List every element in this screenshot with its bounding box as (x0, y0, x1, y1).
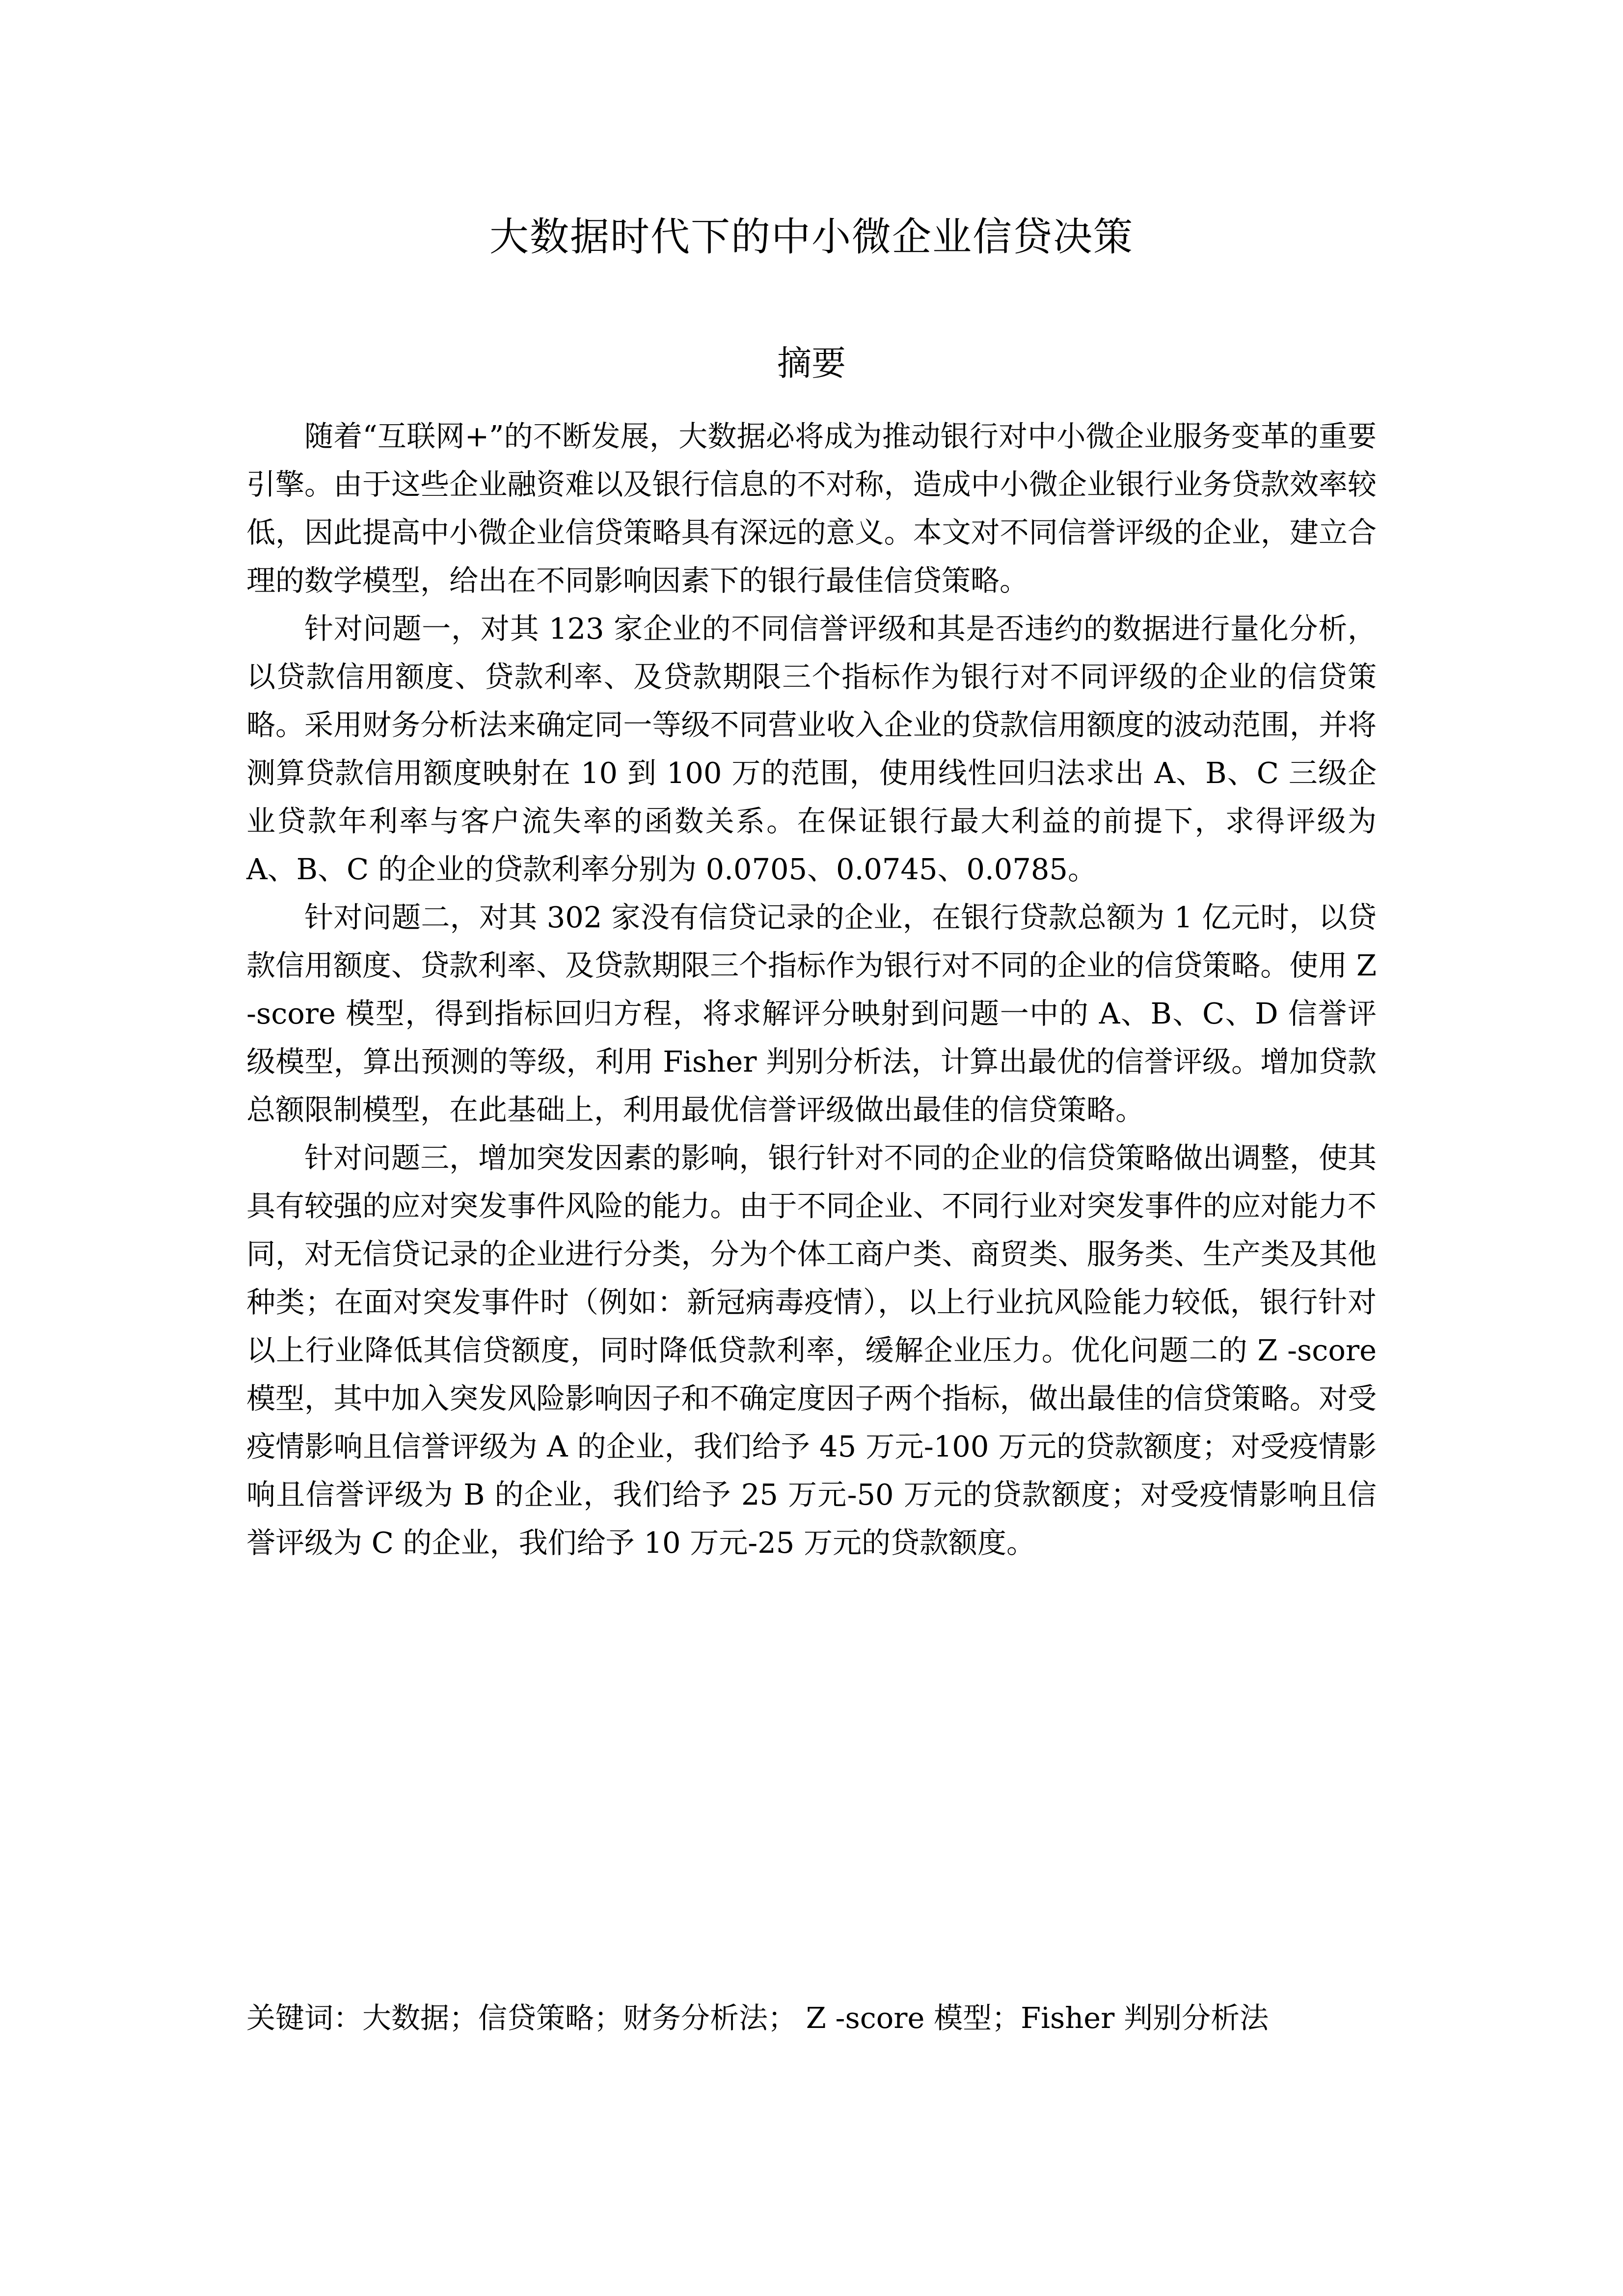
abstract-heading: 摘要 (777, 343, 846, 383)
keywords-text: 大数据；信贷策略；财务分析法； Z -score 模型；Fisher 判别分析法 (362, 2001, 1269, 2035)
paper-title: 大数据时代下的中小微企业信贷决策 (489, 214, 1134, 260)
abstract-paragraph-intro: 随着“互联网+”的不断发展，大数据必将成为推动银行对中小微企业服务变革的重要引擎。由于这些企业融资难以及银行信息的不对称，造成中小微企业银行业务贷款效率较低，因此提高中小微企业信贷策略具有深远的意义。本文对不同信誉评级的企业，建立合理的数学模型，给出在不同影响因素下的银行最佳信贷策略。 (246, 419, 1377, 597)
abstract-paragraph-problem-3: 针对问题三，增加突发因素的影响，银行针对不同的企业的信贷策略做出调整，使其具有较强的应对突发事件风险的能力。由于不同企业、不同行业对突发事件的应对能力不同，对无信贷记录的企业进行分类，分为个体工商户类、商贸类、服务类、生产类及其他种类；在面对突发事件时（例如：新冠病毒疫情），以上行业抗风险能力较低，银行针对以上行业降低其信贷额度，同时降低贷款利率，缓解企业压力。优化问题二的 Z -score 模型，其中加入突发风险影响因子和不确定度因子两个指标，做出最佳的信贷策略。对受疫情影响且信誉评级为 A 的企业，我们给予 45 万元-100 万元的贷款额度；对受疫情影响且信誉评级为 B 的企业，我们给予 25 万元-50 万元的贷款额度；对受疫情影响且信誉评级为 C 的企业，我们给予 10 万元-25 万元的贷款额度。 (246, 1141, 1377, 1560)
keywords-line (246, 1994, 1425, 2042)
abstract-paragraph-problem-2: 针对问题二，对其 302 家没有信贷记录的企业，在银行贷款总额为 1 亿元时，以贷款信用额度、贷款利率、及贷款期限三个指标作为银行对不同的企业的信贷策略。使用 Z -score 模型，得到指标回归方程，将求解评分映射到问题一中的 A、B、C、D 信誉评级模型，算出预测的等级，利用 Fisher 判别分析法，计算出最优的信誉评级。增加贷款总额限制模型，在此基础上，利用最优信誉评级做出最佳的信贷策略。 (246, 900, 1377, 1127)
abstract-body (246, 412, 1377, 1567)
keywords-label: 关键词： (246, 2001, 363, 2035)
abstract-paragraph-problem-1: 针对问题一，对其 123 家企业的不同信誉评级和其是否违约的数据进行量化分析，以贷款信用额度、贷款利率、及贷款期限三个指标作为银行对不同评级的企业的信贷策略。采用财务分析法来确定同一等级不同营业收入企业的贷款信用额度的波动范围，并将测算贷款信用额度映射在 10 到 100 万的范围，使用线性回归法求出 A、B、C 三级企业贷款年利率与客户流失率的函数关系。在保证银行最大利益的前提下，求得评级为 A、B、C 的企业的贷款利率分别为 0.0705、0.0745、0.0785。 (246, 612, 1377, 886)
